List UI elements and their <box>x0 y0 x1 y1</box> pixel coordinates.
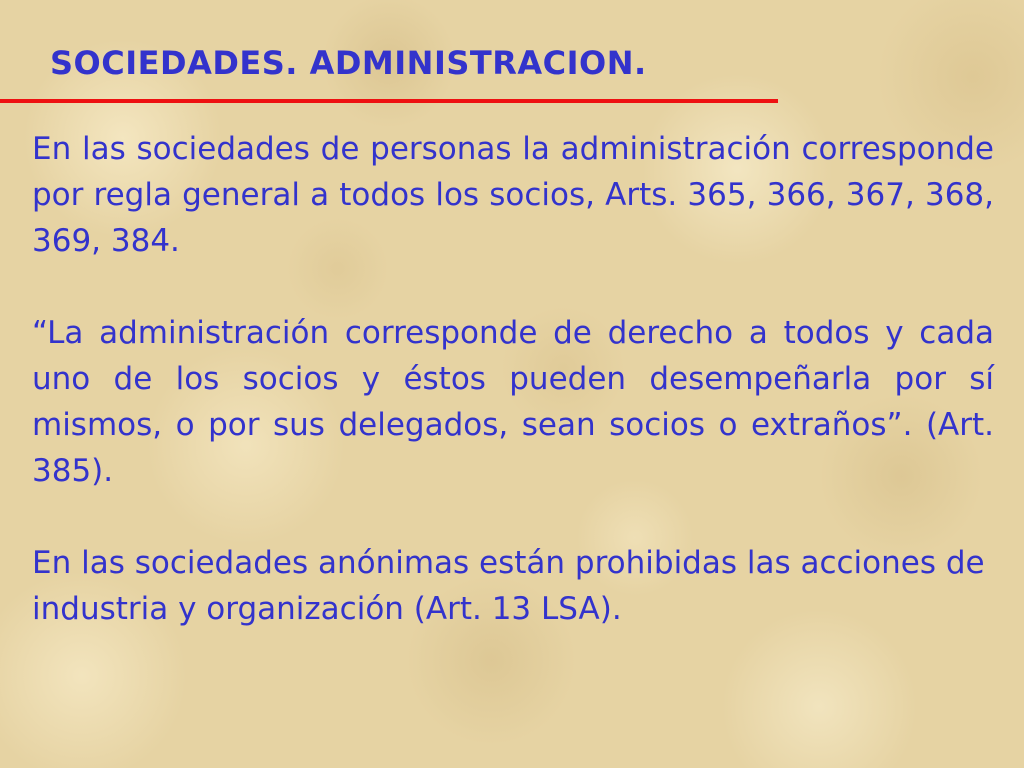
paragraph-administration-rule: En las sociedades de personas la administración corresponde por regla general a todos los socios, Arts. 365, 366, 367, 368, 369, 384. <box>32 131 994 259</box>
paragraph-article-385-quote: “La administración corresponde de derecho a todos y cada uno de los socios y éstos pueden desempeñarla por sí mismos, o por sus delegados, sean socios o extraños”. (Art. 385). <box>32 315 994 489</box>
title-underline <box>0 99 778 103</box>
slide-body <box>32 126 994 632</box>
paragraph-anonymous-societies: En las sociedades anónimas están prohibidas las acciones de industria y organización (Art. 13 LSA). <box>32 545 985 627</box>
slide-title: SOCIEDADES. ADMINISTRACION. <box>50 44 647 82</box>
